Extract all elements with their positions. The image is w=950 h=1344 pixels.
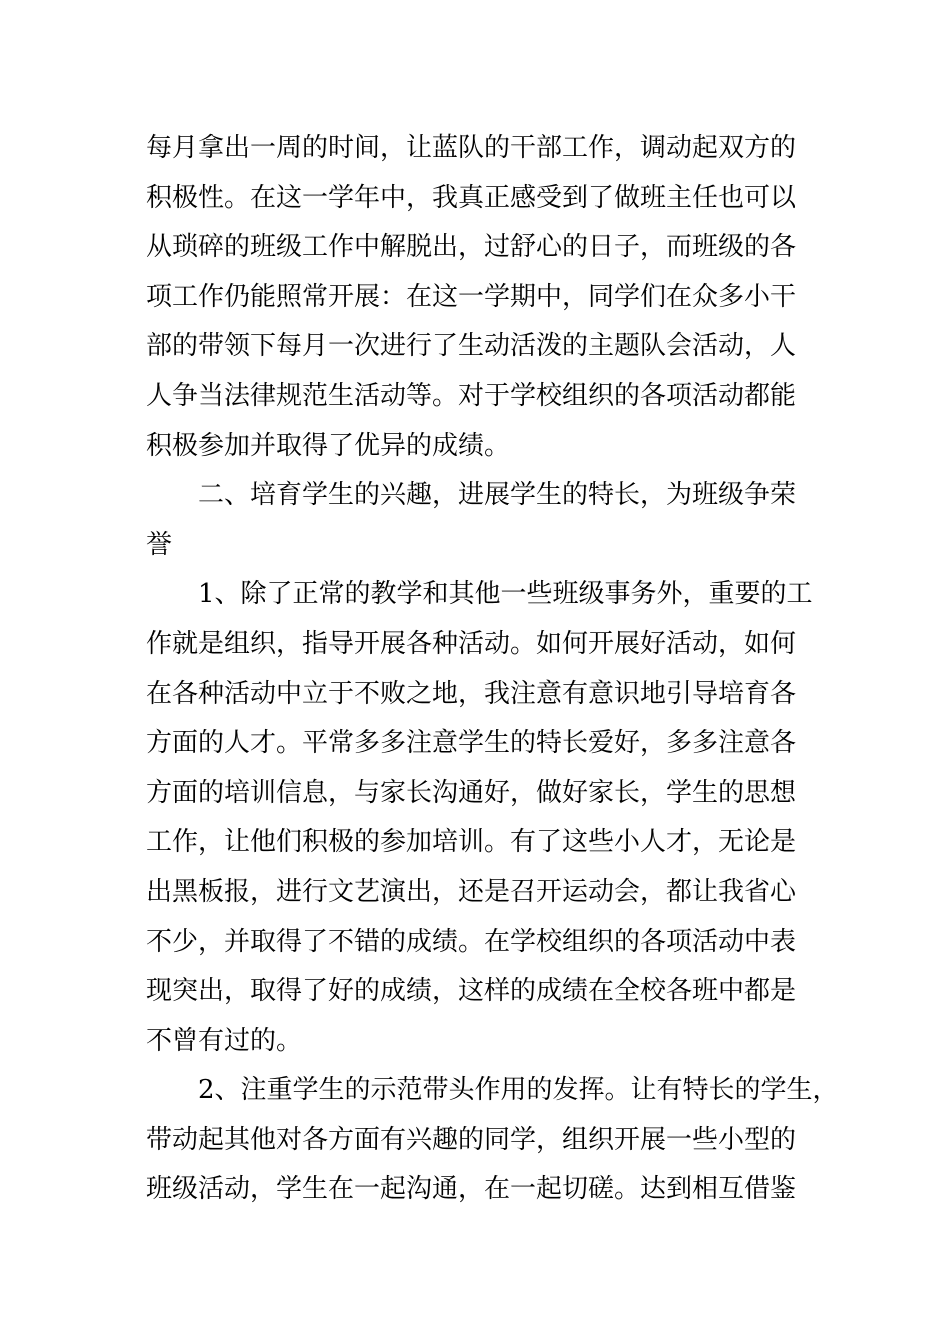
text-line: 项工作仍能照常开展：在这一学期中，同学们在众多小干 [146,281,797,312]
section-heading-line: 誉 [146,529,173,560]
text-line: 出黑板报，进行文艺演出，还是召开运动会，都让我省心 [146,876,797,907]
text-line: 2、注重学生的示范带头作用的发挥。让有特长的学生， [198,1075,839,1106]
text-line: 不曾有过的。 [146,1025,303,1056]
text-line: 班级活动，学生在一起沟通，在一起切磋。达到相互借鉴 [146,1174,797,1205]
text-line: 积极参加并取得了优异的成绩。 [146,430,511,461]
body-text [146,124,839,1215]
text-line: 现突出，取得了好的成绩，这样的成绩在全校各班中都是 [146,976,797,1007]
text-line: 不少，并取得了不错的成绩。在学校组织的各项活动中表 [146,926,797,957]
text-line: 人争当法律规范生活动等。对于学校组织的各项活动都能 [146,380,797,411]
text-line: 每月拿出一周的时间，让蓝队的干部工作，调动起双方的 [146,133,797,163]
text-line: 方面的人才。平常多多注意学生的特长爱好，多多注意各 [146,728,797,759]
text-line: 在各种活动中立于不败之地，我注意有意识地引导培育各 [146,678,797,709]
text-line: 积极性。在这一学年中，我真正感受到了做班主任也可以 [146,182,797,213]
section-heading-line: 二、培育学生的兴趣，进展学生的特长，为班级争荣 [198,480,797,511]
text-line: 方面的培训信息，与家长沟通好，做好家长，学生的思想 [146,777,797,808]
text-line: 带动起其他对各方面有兴趣的同学，组织开展一些小型的 [146,1124,797,1155]
text-line: 1、除了正常的教学和其他一些班级事务外，重要的工 [198,579,813,610]
text-line: 从琐碎的班级工作中解脱出，过舒心的日子，而班级的各 [146,232,797,263]
text-line: 部的带领下每月一次进行了生动活泼的主题队会活动，人 [146,331,797,362]
text-line: 作就是组织，指导开展各种活动。如何开展好活动，如何 [146,628,797,659]
text-line: 工作，让他们积极的参加培训。有了这些小人才，无论是 [146,827,797,858]
